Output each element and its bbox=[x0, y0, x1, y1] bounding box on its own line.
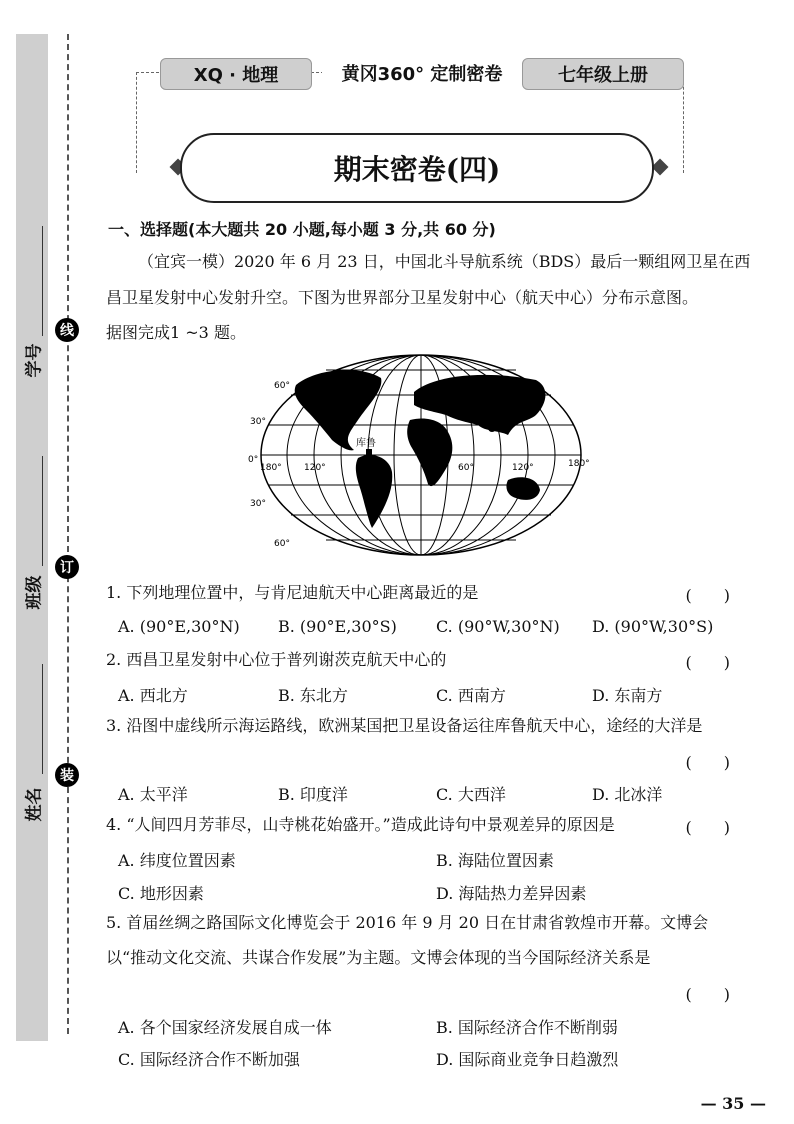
page-number: — 35 — bbox=[700, 1094, 766, 1113]
lon-120e: 120° bbox=[512, 463, 534, 473]
q3-option-d[interactable]: D. 北冰洋 bbox=[592, 785, 663, 804]
lon-180w: 180° bbox=[260, 463, 282, 473]
page-title: 期末密卷(四) bbox=[180, 133, 654, 203]
q3-option-a[interactable]: A. 太平洋 bbox=[118, 785, 188, 804]
answer-blank-2[interactable]: ( ) bbox=[685, 653, 730, 672]
q1-option-a[interactable]: A. (90°E,30°N) bbox=[118, 617, 240, 636]
lat-60s: 60° bbox=[274, 539, 290, 549]
question-3-stem: 3. 沿图中虚线所示海运路线，欧洲某国把卫星设备运往库鲁航天中心，途经的大洋是 bbox=[106, 716, 703, 735]
lat-30n: 30° bbox=[250, 417, 266, 427]
label-kennedy: 肯尼迪 bbox=[322, 408, 352, 419]
q2-option-d[interactable]: D. 东南方 bbox=[592, 686, 663, 705]
answer-blank-5[interactable]: ( ) bbox=[685, 985, 730, 1004]
label-xuehao: 学号 bbox=[24, 343, 45, 378]
q1-option-c[interactable]: C. (90°W,30°N) bbox=[436, 617, 560, 636]
question-5-stem-line-2: 以“推动文化交流、共谋合作发展”为主题。文博会体现的当今国际经济关系是 bbox=[106, 948, 651, 967]
blank-banji bbox=[42, 456, 43, 566]
q1-option-b[interactable]: B. (90°E,30°S) bbox=[278, 617, 397, 636]
question-5-stem-line-1: 5. 首届丝绸之路国际文化博览会于 2016 年 9 月 20 日在甘肃省敦煌市开幕。文博会 bbox=[106, 913, 709, 932]
lon-60w: 60° bbox=[356, 463, 372, 473]
answer-blank-1[interactable]: ( ) bbox=[685, 586, 730, 605]
intro-line-2: 昌卫星发射中心发射升空。下图为世界部分卫星发射中心（航天中心）分布示意图。 bbox=[106, 288, 699, 307]
blank-xuehao bbox=[42, 226, 43, 336]
answer-blank-4[interactable]: ( ) bbox=[685, 818, 730, 837]
section-title: 一、选择题(本大题共 20 小题,每小题 3 分,共 60 分) bbox=[108, 220, 496, 239]
lat-60n: 60° bbox=[274, 381, 290, 391]
q4-option-d[interactable]: D. 海陆热力差异因素 bbox=[436, 884, 587, 903]
series-name: 黄冈360° 定制密卷 bbox=[322, 58, 522, 88]
q4-option-a[interactable]: A. 纬度位置因素 bbox=[118, 851, 236, 870]
side-marker-zhuang: 装 bbox=[55, 763, 79, 787]
lon-180e: 180° bbox=[568, 459, 590, 469]
world-map bbox=[246, 350, 596, 560]
intro-line-3: 据图完成1 ~3 题。 bbox=[106, 323, 246, 342]
binding-strip bbox=[16, 34, 48, 1041]
q3-option-b[interactable]: B. 印度洋 bbox=[278, 785, 348, 804]
question-2-stem: 2. 西昌卫星发射中心位于普列谢茨克航天中心的 bbox=[106, 650, 447, 669]
label-xichang: 西昌 bbox=[480, 408, 500, 419]
q1-option-d[interactable]: D. (90°W,30°S) bbox=[592, 617, 714, 636]
side-marker-xian: 线 bbox=[55, 318, 79, 342]
side-marker-ding: 订 bbox=[55, 555, 79, 579]
label-xingming: 姓名 bbox=[24, 787, 45, 822]
q5-option-a[interactable]: A. 各个国家经济发展自成一体 bbox=[118, 1018, 332, 1037]
question-1-stem: 1. 下列地理位置中，与肯尼迪航天中心距离最近的是 bbox=[106, 583, 479, 602]
q5-option-d[interactable]: D. 国际商业竞争日趋激烈 bbox=[436, 1050, 619, 1069]
q2-option-b[interactable]: B. 东北方 bbox=[278, 686, 348, 705]
subject-pill: XQ · 地理 bbox=[160, 58, 312, 90]
q2-option-c[interactable]: C. 西南方 bbox=[436, 686, 506, 705]
lon-0: 0° bbox=[426, 463, 437, 473]
label-plesetsk: 普列谢茨克 bbox=[428, 388, 478, 399]
blank-xingming bbox=[42, 664, 43, 774]
q3-option-c[interactable]: C. 大西洋 bbox=[436, 785, 506, 804]
q5-option-c[interactable]: C. 国际经济合作不断加强 bbox=[118, 1050, 300, 1069]
lon-120w: 120° bbox=[304, 463, 326, 473]
grade-pill: 七年级上册 bbox=[522, 58, 684, 90]
binding-dashed-line bbox=[67, 34, 69, 1034]
question-4-stem: 4. “人间四月芳菲尽，山寺桃花始盛开。”造成此诗句中景观差异的原因是 bbox=[106, 815, 615, 834]
lon-60e: 60° bbox=[458, 463, 474, 473]
q4-option-b[interactable]: B. 海陆位置因素 bbox=[436, 851, 554, 870]
q5-option-b[interactable]: B. 国际经济合作不断削弱 bbox=[436, 1018, 618, 1037]
lat-0: 0° bbox=[248, 455, 259, 465]
intro-line-1: （宜宾一模）2020 年 6 月 23 日，中国北斗导航系统（BDS）最后一颗组网卫星在西 bbox=[138, 252, 751, 271]
label-kourou: 库鲁 bbox=[356, 438, 376, 449]
q2-option-a[interactable]: A. 西北方 bbox=[118, 686, 188, 705]
lat-30s: 30° bbox=[250, 499, 266, 509]
q4-option-c[interactable]: C. 地形因素 bbox=[118, 884, 204, 903]
answer-blank-3[interactable]: ( ) bbox=[685, 753, 730, 772]
label-banji: 班级 bbox=[24, 575, 45, 610]
